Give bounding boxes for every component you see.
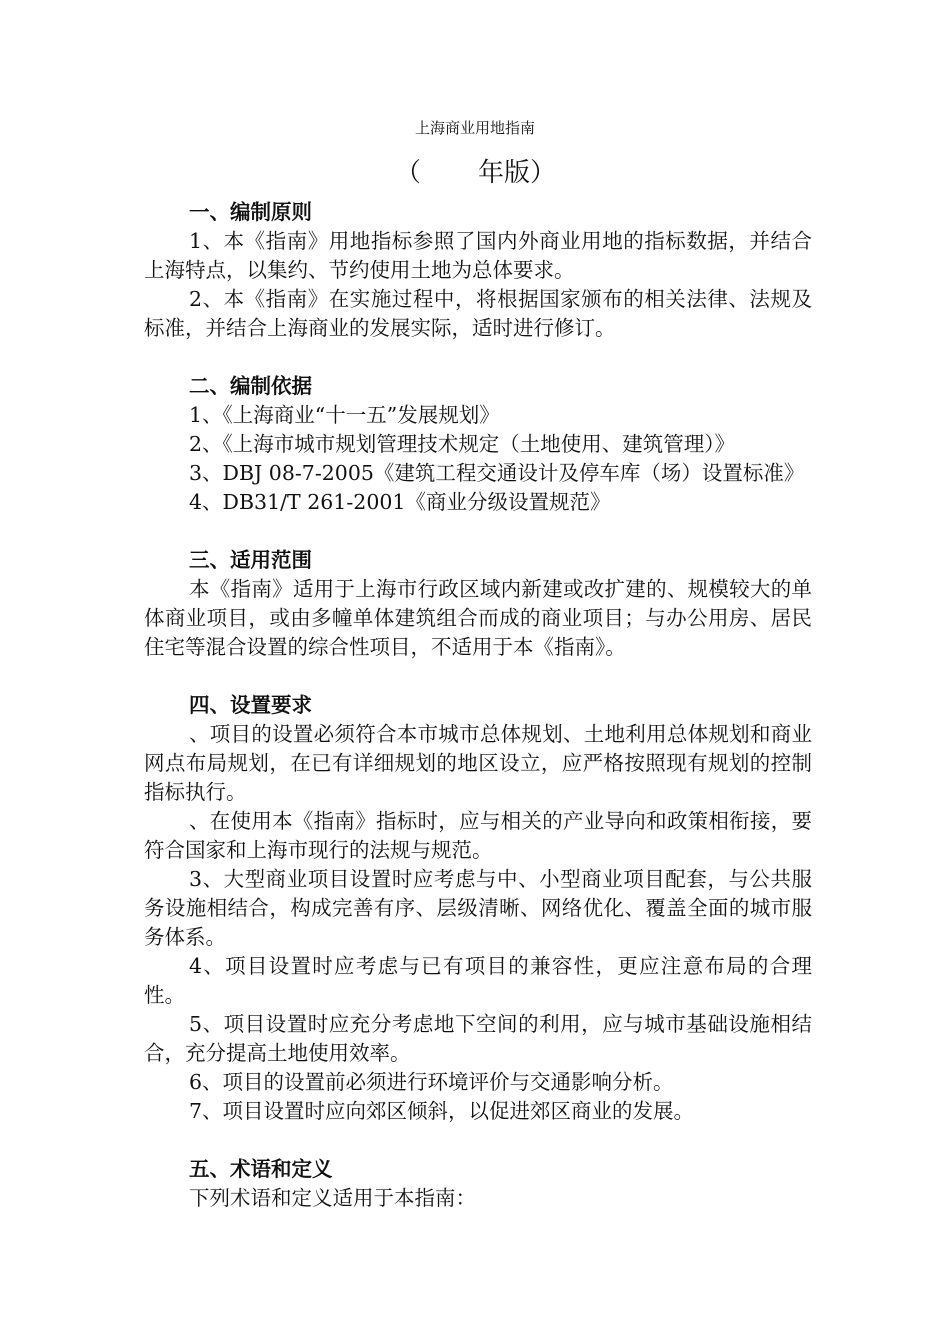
section-spacer	[144, 662, 812, 691]
section-spacer	[144, 1126, 812, 1155]
paragraph: 5、项目设置时应充分考虑地下空间的利用，应与城市基础设施相结合，充分提高土地使用效率。	[144, 1012, 812, 1065]
reference-item: 1、《上海商业“十一五”发展规划》	[189, 403, 500, 427]
paragraph: 1、本《指南》用地指标参照了国内外商业用地的指标数据，并结合上海特点，以集约、节约使用土地为总体要求。	[144, 229, 812, 282]
reference-item: 2、《上海市城市规划管理技术规定（土地使用、建筑管理）》	[189, 432, 736, 456]
section-spacer	[144, 343, 812, 372]
edition-year-label: 年版	[478, 158, 531, 188]
section-heading-principles: 一、编制原则	[189, 200, 312, 224]
section-heading-scope: 三、适用范围	[189, 548, 312, 572]
paragraph: 、项目的设置必须符合本市城市总体规划、土地利用总体规划和商业网点布局规划，在已有详细规划的地区设立，应严格按照现有规划的控制指标执行。	[144, 722, 812, 804]
section-heading-basis: 二、编制依据	[189, 374, 312, 398]
document-body	[144, 198, 812, 1213]
paragraph: 3、大型商业项目设置时应考虑与中、小型商业项目配套，与公共服务设施相结合，构成完善有序、层级清晰、网络优化、覆盖全面的城市服务体系。	[144, 867, 812, 949]
paragraph: 、在使用本《指南》指标时，应与相关的产业导向和政策相衔接，要符合国家和上海市现行的法规与规范。	[144, 809, 812, 862]
paragraph: 2、本《指南》在实施过程中，将根据国家颁布的相关法律、法规及标准，并结合上海商业的发展实际，适时进行修订。	[144, 287, 812, 340]
section-heading-terms: 五、术语和定义	[189, 1157, 333, 1181]
edition-open-paren: （	[395, 158, 422, 188]
document-title: 上海商业用地指南	[414, 119, 535, 137]
paragraph: 下列术语和定义适用于本指南：	[189, 1186, 476, 1210]
edition-close-paren: ）	[530, 158, 557, 188]
paragraph: 6、项目的设置前必须进行环境评价与交通影响分析。	[189, 1070, 674, 1094]
paragraph: 7、项目设置时应向郊区倾斜，以促进郊区商业的发展。	[189, 1099, 695, 1123]
paragraph: 4、项目设置时应考虑与已有项目的兼容性，更应注意布局的合理性。	[144, 954, 812, 1007]
reference-item: 4、DB31/T 261-2001《商业分级设置规范》	[189, 490, 611, 514]
paragraph: 本《指南》适用于上海市行政区域内新建或改扩建的、规模较大的单体商业项目，或由多幢单体建筑组合而成的商业项目；与办公用房、居民住宅等混合设置的综合性项目，不适用于本《指南》。	[144, 577, 812, 659]
reference-item: 3、DBJ 08-7-2005《建筑工程交通设计及停车库（场）设置标准》	[189, 461, 805, 485]
section-spacer	[144, 517, 812, 546]
edition-line	[395, 155, 565, 191]
section-heading-requirements: 四、设置要求	[189, 693, 312, 717]
